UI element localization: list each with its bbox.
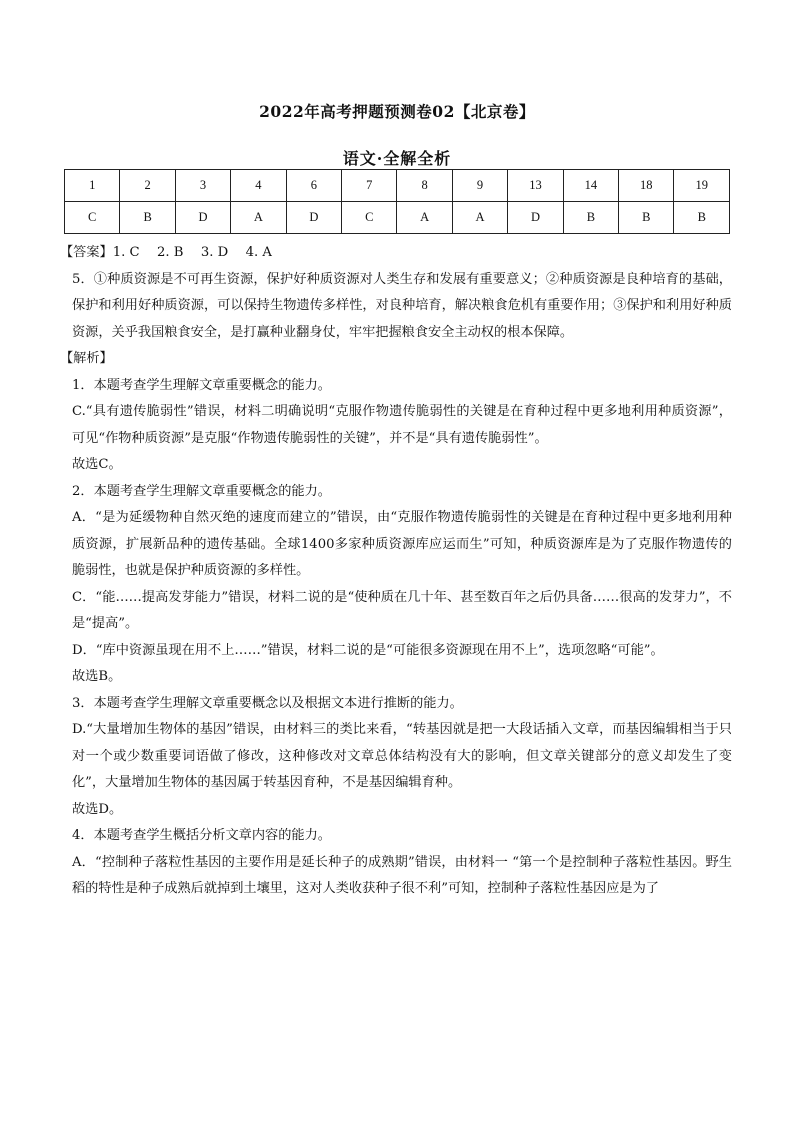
answer-letter: D bbox=[175, 202, 230, 234]
question-5-answer: 5．①种质资源是不可再生资源，保护好种质资源对人类生存和发展有重要意义；②种质资源是良种培育的基础，保护和利用好种质资源，可以保持生物遗传多样性，对良种培育，解决粮食危机有重要作用；③保护和利用好种质资源，关乎我国粮食安全，是打赢种业翻身仗，牢牢把握粮食安全主动权的根本保障。 bbox=[72, 271, 732, 340]
question-number: 19 bbox=[674, 170, 730, 202]
question-number: 4 bbox=[231, 170, 286, 202]
question-number: 2 bbox=[120, 170, 175, 202]
q3-intro: 3．本题考查学生理解文章重要概念以及根据文本进行推断的能力。 bbox=[72, 695, 463, 711]
q3-choice: 故选D。 bbox=[72, 801, 123, 817]
analysis-heading: 【解析】 bbox=[60, 351, 113, 366]
answer-table-answer-row bbox=[65, 202, 730, 234]
question-number: 14 bbox=[563, 170, 618, 202]
question-number: 1 bbox=[65, 170, 120, 202]
answer-letter: C bbox=[65, 202, 120, 234]
answer-table bbox=[64, 169, 730, 234]
q2-choice: 故选B。 bbox=[72, 669, 122, 684]
answer-line: 【答案】1. C 2. B 3. D 4. A bbox=[60, 245, 272, 260]
answer-letter: D bbox=[508, 202, 563, 234]
question-number: 7 bbox=[342, 170, 397, 202]
answer-letter: D bbox=[286, 202, 341, 234]
answer-letter: A bbox=[231, 202, 286, 234]
q2-explanation-d: D．“库中资源虽现在用不上……”错误，材料二说的是“可能很多资源现在用不上”，选项忽略“可能”。 bbox=[72, 642, 664, 658]
answer-letter: A bbox=[452, 202, 507, 234]
q2-intro: 2．本题考查学生理解文章重要概念的能力。 bbox=[72, 483, 331, 499]
page-title: 2022年高考押题预测卷02【北京卷】 bbox=[259, 102, 535, 121]
question-number: 13 bbox=[508, 170, 563, 202]
answer-letter: B bbox=[619, 202, 674, 234]
question-number: 8 bbox=[397, 170, 452, 202]
q4-intro: 4．本题考查学生概括分析文章内容的能力。 bbox=[72, 828, 331, 843]
q1-choice: 故选C。 bbox=[72, 457, 122, 472]
answer-table-number-row bbox=[65, 170, 730, 202]
question-number: 9 bbox=[452, 170, 507, 202]
page-subtitle: 语文·全解全析 bbox=[342, 149, 452, 168]
q3-explanation: D.“大量增加生物体的基因”错误，由材料三的类比来看，“转基因就是把一大段话插入文章，而基因编辑相当于只对一个或少数重要词语做了修改，这种修改对文章总体结构没有大的影响，但文章关键部分的意义却发生了变化”，大量增加生物体的基因属于转基因育种，不是基因编辑育种。 bbox=[72, 722, 732, 790]
q4-explanation-a: A．“控制种子落粒性基因的主要作用是延长种子的成熟期”错误，由材料一 “第一个是控制种子落粒性基因。野生稻的特性是种子成熟后就掉到土壤里，这对人类收获种子很不利”可知，控制种子落粒性基因应是为了 bbox=[72, 854, 732, 896]
q2-explanation-c: C．“能……提高发芽能力”错误，材料二说的是“使种质在几十年、甚至数百年之后仍具备……很高的发芽力”，不是“提高”。 bbox=[72, 589, 732, 631]
question-number: 6 bbox=[286, 170, 341, 202]
answer-letter: B bbox=[563, 202, 618, 234]
answer-letter: C bbox=[342, 202, 397, 234]
q1-explanation: C.“具有遗传脆弱性”错误，材料二明确说明“克服作物遗传脆弱性的关键是在育种过程中更多地利用种质资源”，可见“作物种质资源”是克服“作物遗传脆弱性的关键”，并不是“具有遗传脆弱性”。 bbox=[72, 404, 732, 446]
answer-letter: B bbox=[674, 202, 730, 234]
q1-intro: 1．本题考查学生理解文章重要概念的能力。 bbox=[72, 377, 331, 393]
question-number: 3 bbox=[175, 170, 230, 202]
question-number: 18 bbox=[619, 170, 674, 202]
answer-letter: B bbox=[120, 202, 175, 234]
q2-explanation-a: A．“是为延缓物种自然灭绝的速度而建立的”错误，由“克服作物遗传脆弱性的关键是在育种过程中更多地利用种质资源，扩展新品种的遗传基础。全球1400多家种质资源库应运而生”可知，种质资源库是为了克服作物遗传的脆弱性，也就是保护种质资源的多样性。 bbox=[72, 510, 732, 578]
solution-body bbox=[60, 240, 732, 903]
answer-letter: A bbox=[397, 202, 452, 234]
